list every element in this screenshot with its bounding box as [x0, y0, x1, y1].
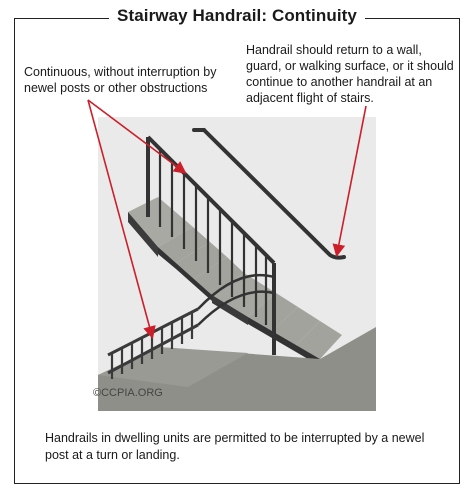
copyright-notice: ©CCPIA.ORG: [93, 387, 163, 399]
diagram-title: Stairway Handrail: Continuity: [109, 6, 365, 26]
callout-dwelling: Handrails in dwelling units are permitted to be interrupted by a newel post at a turn or landing.: [45, 431, 425, 462]
arrow-to-upper-rail: [88, 100, 184, 172]
arrow-to-lower-guard: [88, 100, 152, 336]
arrow-to-wall-rail: [337, 106, 366, 254]
callout-return: Handrail should return to a wall, guard, or walking surface, or it should continue to another handrail at an adjacent flight of stairs.: [246, 43, 454, 105]
callout-continuous: Continuous, without interruption by newel posts or other obstructions: [24, 65, 217, 95]
